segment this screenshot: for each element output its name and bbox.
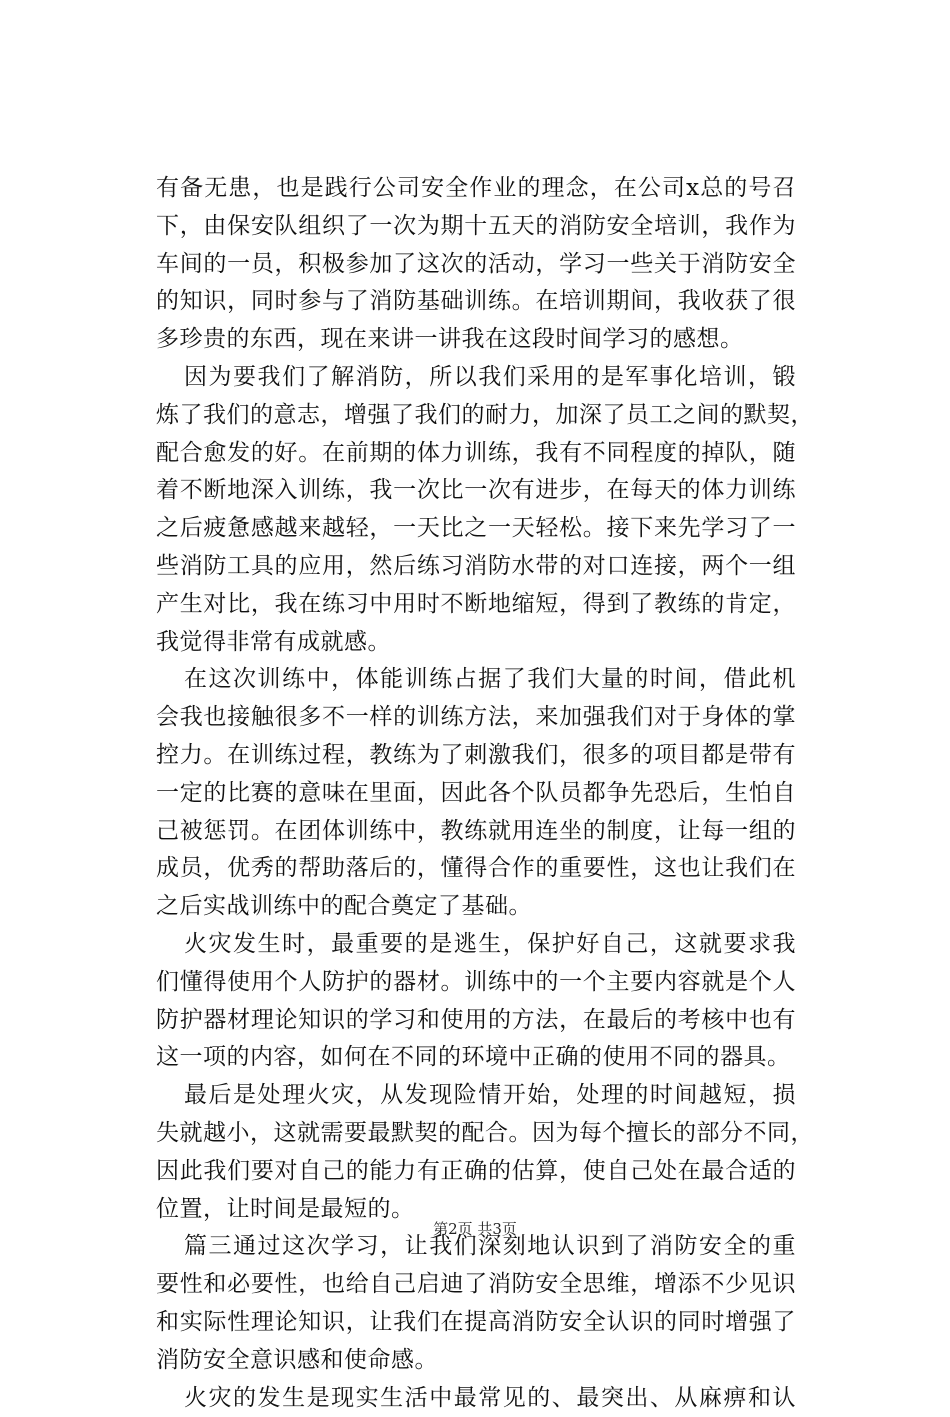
text-line: 有备无患，也是践行公司安全作业的理念，在公司x总的号召	[156, 170, 796, 208]
text-line: 多珍贵的东西，现在来讲一讲我在这段时间学习的感想。	[156, 321, 796, 359]
text-line: 防护器材理论知识的学习和使用的方法，在最后的考核中也有	[156, 1002, 796, 1040]
page-footer: 第2页 共3页	[0, 1218, 950, 1239]
text-line: 车间的一员，积极参加了这次的活动，学习一些关于消防安全	[156, 246, 796, 284]
text-line: 着不断地深入训练，我一次比一次有进步，在每天的体力训练	[156, 472, 796, 510]
text-line: 炼了我们的意志，增强了我们的耐力，加深了员工之间的默契，	[156, 397, 796, 435]
text-line: 要性和必要性，也给自己启迪了消防安全思维，增添不少见识	[156, 1266, 796, 1304]
text-line: 成员，优秀的帮助落后的，懂得合作的重要性，这也让我们在	[156, 850, 796, 888]
text-line: 己被惩罚。在团体训练中，教练就用连坐的制度，让每一组的	[156, 813, 796, 851]
text-line: 位置，让时间是最短的。	[156, 1191, 796, 1229]
text-line: 之后疲惫感越来越轻，一天比之一天轻松。接下来先学习了一	[156, 510, 796, 548]
text-line: 产生对比，我在练习中用时不断地缩短，得到了教练的肯定，	[156, 586, 796, 624]
text-line: 们懂得使用个人防护的器材。训练中的一个主要内容就是个人	[156, 964, 796, 1002]
text-line: 的知识，同时参与了消防基础训练。在培训期间，我收获了很	[156, 283, 796, 321]
text-line: 和实际性理论知识，让我们在提高消防安全认识的同时增强了	[156, 1304, 796, 1342]
text-line: 会我也接触很多不一样的训练方法，来加强我们对于身体的掌	[156, 699, 796, 737]
text-line: 些消防工具的应用，然后练习消防水带的对口连接，两个一组	[156, 548, 796, 586]
text-line: 我觉得非常有成就感。	[156, 624, 796, 662]
text-line: 一定的比赛的意味在里面，因此各个队员都争先恐后，生怕自	[156, 775, 796, 813]
text-line: 这一项的内容，如何在不同的环境中正确的使用不同的器具。	[156, 1039, 796, 1077]
text-line: 配合愈发的好。在前期的体力训练，我有不同程度的掉队，随	[156, 435, 796, 473]
text-line: 火灾的发生是现实生活中最常见的、最突出、从麻痹和认	[156, 1380, 796, 1417]
text-line: 之后实战训练中的配合奠定了基础。	[156, 888, 796, 926]
text-line: 火灾发生时，最重要的是逃生，保护好自己，这就要求我	[156, 926, 796, 964]
text-line: 下，由保安队组织了一次为期十五天的消防安全培训，我作为	[156, 208, 796, 246]
text-line: 篇三通过这次学习，让我们深刻地认识到了消防安全的重	[156, 1228, 796, 1266]
text-line: 因此我们要对自己的能力有正确的估算，使自己处在最合适的	[156, 1153, 796, 1191]
text-line: 消防安全意识感和使命感。	[156, 1342, 796, 1380]
text-line: 在这次训练中，体能训练占据了我们大量的时间，借此机	[156, 661, 796, 699]
text-line: 控力。在训练过程，教练为了刺激我们，很多的项目都是带有	[156, 737, 796, 775]
text-line: 最后是处理火灾，从发现险情开始，处理的时间越短，损	[156, 1077, 796, 1115]
text-line: 失就越小，这就需要最默契的配合。因为每个擅长的部分不同，	[156, 1115, 796, 1153]
text-line: 因为要我们了解消防，所以我们采用的是军事化培训，锻	[156, 359, 796, 397]
